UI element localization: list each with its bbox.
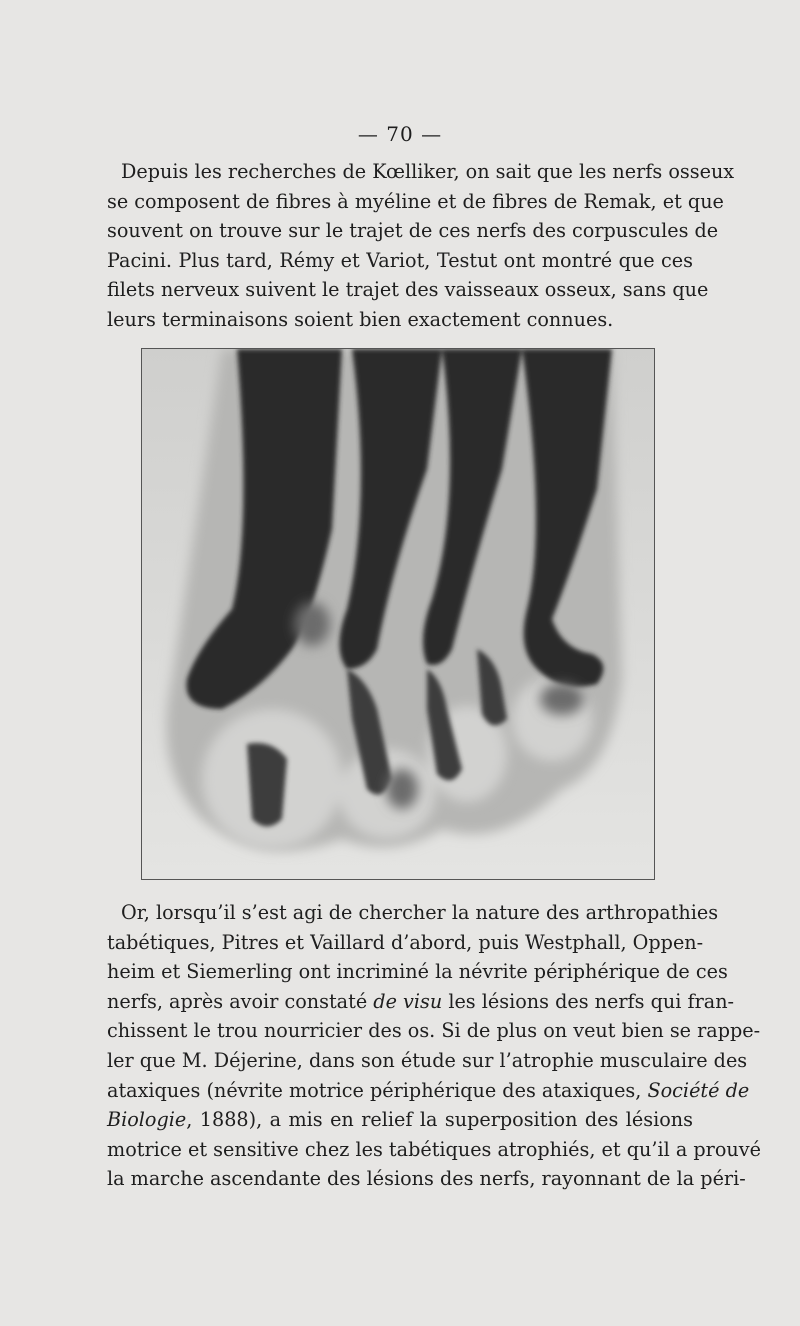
text-line: tabétiques, Pitres et Vaillard d’abord, puis Westphall, Oppen- [107,930,704,954]
text-line: filets nerveux suivent le trajet des vaisseaux osseux, sans que [107,278,709,302]
page-number: — 70 — [357,122,443,146]
text-line: se composent de fibres à myéline et de fibres de Remak, et que [107,189,724,213]
text-line: Pacini. Plus tard, Rémy et Variot, Testut ont montré que ces [107,248,693,272]
text-line: la marche ascendante des lésions des nerfs, rayonnant de la péri- [107,1167,746,1191]
text-line: heim et Siemerling ont incriminé la névrite périphérique de ces [107,960,728,984]
text-line: ler que M. Déjerine, dans son étude sur l’atrophie musculaire des [107,1048,748,1072]
text-segment: nerfs, après avoir constaté [107,989,374,1013]
text-line [107,987,735,1017]
foot-radiograph-figure [141,348,655,880]
text-segment: ataxiques (névrite motrice périphérique des ataxiques, [107,1078,648,1102]
text-segment: , 1888), a mis en relief la superposition des lésions [186,1108,693,1132]
italic-text: Société de [647,1078,750,1102]
italic-text: Biologie [107,1108,187,1132]
italic-text: de visu [373,989,443,1013]
text-line [107,1076,750,1106]
text-line: leurs terminaisons soient bien exactement connues. [107,307,614,331]
text-segment: les lésions des nerfs qui fran- [442,989,735,1013]
text-line [107,1105,693,1135]
text-line: Or, lorsqu’il s’est agi de chercher la nature des arthropathies [121,901,719,924]
text-line: motrice et sensitive chez les tabétiques atrophiés, et qu’il a prouvé [107,1137,761,1161]
top-paragraph [107,157,735,335]
text-line: Depuis les recherches de Kœlliker, on sait que les nerfs osseux [121,160,735,183]
foot-radiograph-image [142,349,654,879]
text-line: souvent on trouve sur le trajet de ces nerfs des corpuscules de [107,219,719,243]
text-line: chissent le trou nourricier des os. Si de plus on veut bien se rappe- [107,1019,761,1043]
bottom-paragraph [107,898,761,1194]
